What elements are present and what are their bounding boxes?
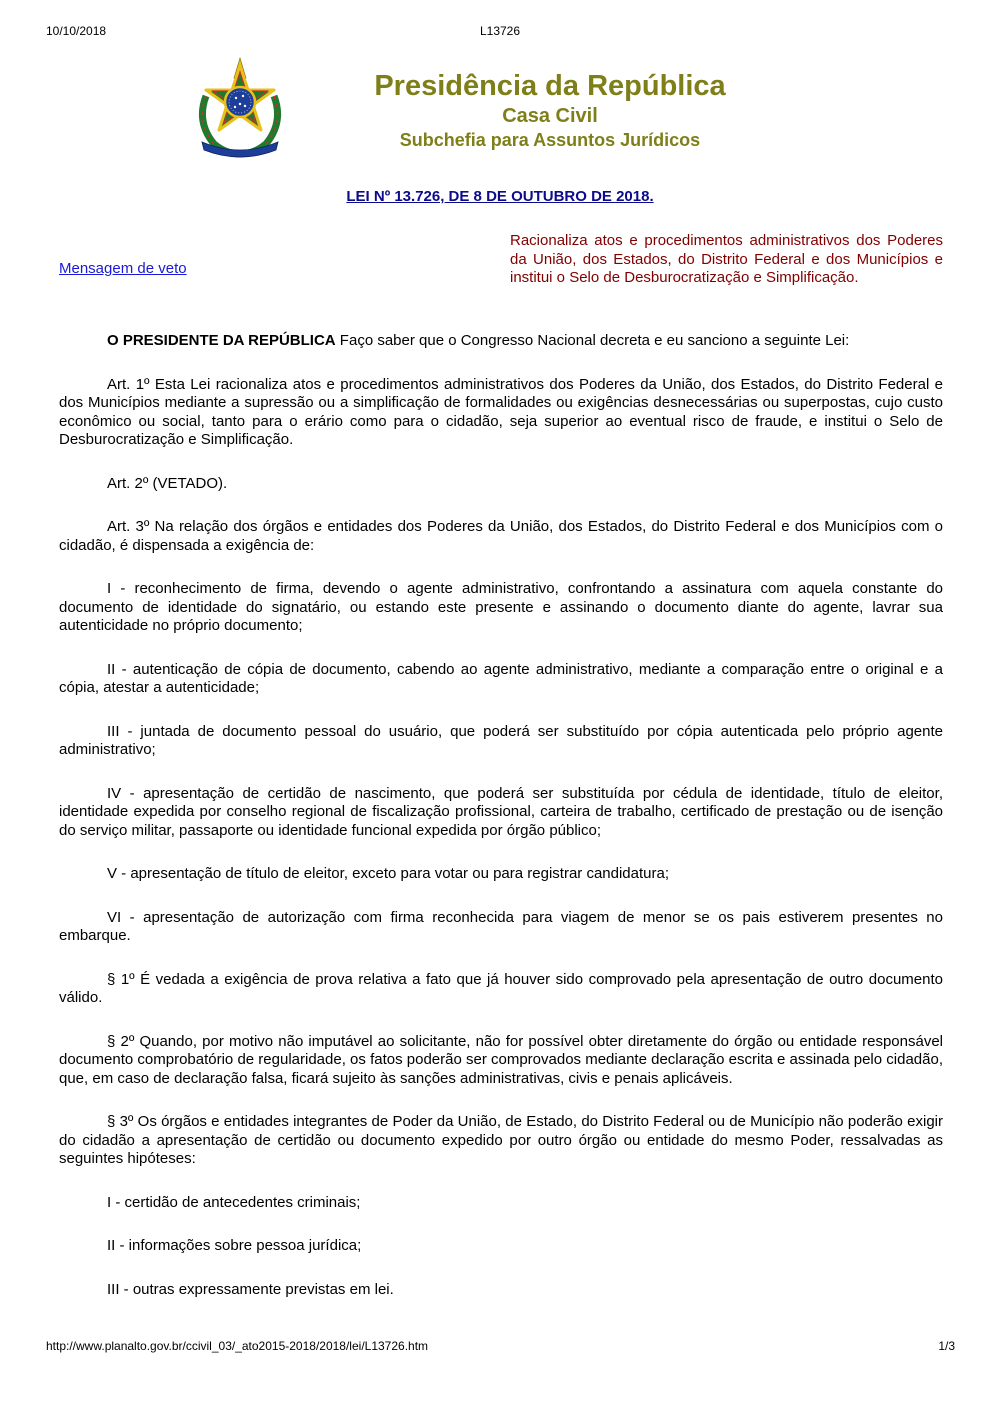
law-title [0,188,1000,206]
preamble-text: Faço saber que o Congresso Nacional decreta e eu sanciono a seguinte Lei: [335,332,850,349]
print-header [0,24,1000,40]
paragraph-3-item-i: I - certidão de antecedentes criminais; [107,1193,361,1211]
law-title-link[interactable]: LEI Nº 13.726, DE 8 DE OUTUBRO DE 2018. [346,188,654,205]
article-3-item-i: I - reconhecimento de firma, devendo o agente administrativo, confrontando a assinatura com aquela constante do documento de identidade do signatário, ou estando este presente e assinando o documento diante do agente, lavrar sua autenticidade no próprio documento; [59,580,943,634]
paragraph-3-item-iii: III - outras expressamente previstas em lei. [107,1280,394,1298]
print-page-number: 1/3 [938,1339,955,1353]
article-3-item-iv: IV - apresentação de certidão de nascimento, que poderá ser substituída por cédula de identidade, título de eleitor, identidade expedida por conselho regional de fiscalização profissional, carteira de trabalho, certificado de prestação ou de isenção do serviço militar, passaporte ou identidade funcional expedida por órgão público; [59,784,943,839]
article-1: Art. 1º Esta Lei racionaliza atos e procedimentos administrativos dos Poderes da União, dos Estados, do Distrito Federal e dos Municípios mediante a supressão ou a simplificação de formalidades ou exigências desnecessárias ou superpostas, cujo custo econômico ou social, tanto para o erário como para o cidadão, seja superior ao eventual risco de fraude, e institui o Selo de Desburocratização e Simplificação. [59,375,943,448]
veto-message-link[interactable]: Mensagem de veto [59,260,187,277]
print-title: L13726 [479,24,521,38]
gov-subtitle-casa-civil: Casa Civil [502,105,598,127]
article-3-paragraph-2: § 2º Quando, por motivo não imputável ao solicitante, não for possível obter diretamente do órgão ou entidade responsável documento comprobatório de regularidade, os fatos poderão ser comprovados mediante declaração escrita e assinada pelo cidadão, que, em caso de declaração falsa, ficará sujeito às sanções administrativas, civis e penais aplicáveis. [59,1032,943,1087]
preamble-bold: O PRESIDENTE DA REPÚBLICA [107,332,336,349]
article-3-paragraph-3: § 3º Os órgãos e entidades integrantes de Poder da União, de Estado, do Distrito Federal ou de Município não poderão exigir do cidadão a apresentação de certidão ou documento expedido por outro órgão ou entidade do mesmo Poder, ressalvadas as seguintes hipóteses: [59,1113,943,1167]
article-3-item-iii: III - juntada de documento pessoal do usuário, que poderá ser substituído por cópia autenticada pelo próprio agente administrativo; [59,722,943,758]
print-url: http://www.planalto.gov.br/ccivil_03/_ato2015-2018/2018/lei/L13726.htm [46,1339,429,1353]
ementa: Racionaliza atos e procedimentos administrativos dos Poderes da União, dos Estados, do Distrito Federal e dos Municípios e institui o Selo de Desburocratização e Simplificação. [510,232,943,286]
law-body [59,332,943,1324]
article-3-item-ii: II - autenticação de cópia de documento, cabendo ao agente administrativo, mediante a comparação entre o original e a cópia, atestar a autenticidade; [59,660,943,696]
paragraph-3-item-ii: II - informações sobre pessoa jurídica; [107,1237,362,1254]
article-3: Art. 3º Na relação dos órgãos e entidades dos Poderes da União, dos Estados, do Distrito Federal e dos Municípios com o cidadão, é dispensada a exigência de: [59,518,943,554]
article-2: Art. 2º (VETADO). [107,474,228,492]
print-date: 10/10/2018 [46,24,107,38]
article-3-item-vi: VI - apresentação de autorização com firma reconhecida para viagem de menor se os pais estiverem presentes no embarque. [59,908,943,944]
article-3-item-v: V - apresentação de título de eleitor, exceto para votar ou para registrar candidatura; [107,865,670,882]
gov-header [0,68,1000,152]
article-3-paragraph-1: § 1º É vedada a exigência de prova relativa a fato que já houver sido comprovado pela apresentação de outro documento válido. [59,970,943,1006]
gov-subtitle-subchefia: Subchefia para Assuntos Jurídicos [399,130,701,150]
preamble [59,332,943,351]
gov-title: Presidência da República [374,70,726,102]
